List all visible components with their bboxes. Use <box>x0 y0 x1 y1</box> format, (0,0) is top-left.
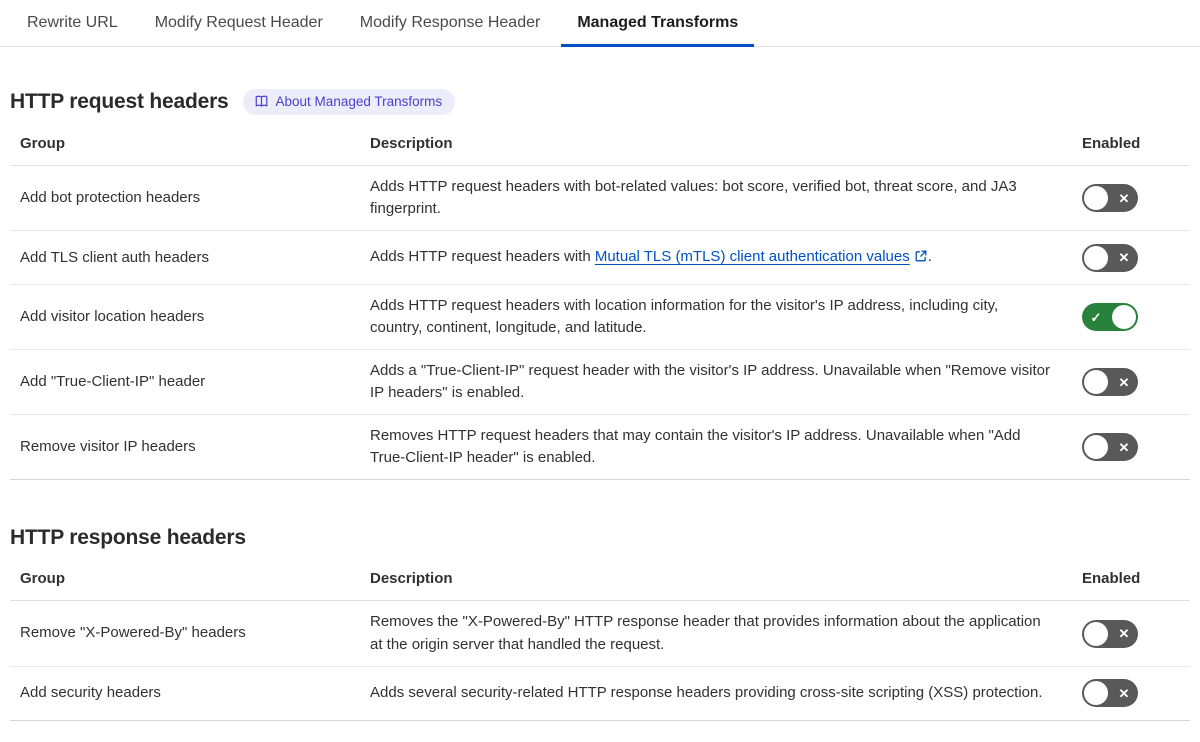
group-cell: Add TLS client auth headers <box>20 248 210 266</box>
response-headers-table <box>10 564 1190 720</box>
table-row <box>10 350 1190 415</box>
tab-managed-transforms[interactable]: Managed Transforms <box>561 0 754 47</box>
group-cell: Remove "X-Powered-By" headers <box>20 624 246 642</box>
description-cell: Adds several security-related HTTP response headers providing cross-site scripting (XSS) protection. <box>370 684 1043 702</box>
toggle-add-true-client-ip-header[interactable] <box>1082 368 1138 396</box>
description-cell: Removes HTTP request headers that may contain the visitor's IP address. Unavailable when "Add True-Client-IP header" is enabled. <box>370 427 1021 467</box>
column-header-enabled: Enabled <box>1082 570 1141 588</box>
description-text: Adds HTTP request headers with <box>370 247 595 265</box>
column-header-enabled: Enabled <box>1082 135 1141 152</box>
badge-label: About Managed Transforms <box>275 93 443 109</box>
group-cell: Remove visitor IP headers <box>20 438 196 456</box>
column-header-group: Group <box>20 135 65 152</box>
request-headers-table <box>10 129 1190 480</box>
response-headers-section <box>10 526 1190 720</box>
group-cell: Add visitor location headers <box>20 308 205 326</box>
description-cell: Removes the "X-Powered-By" HTTP response header that provides information about the application at the origin server that handled the request. <box>370 613 1041 653</box>
column-header-description: Description <box>370 570 453 588</box>
table-row <box>10 667 1190 721</box>
x-icon: ✕ <box>1118 250 1130 266</box>
table-row <box>10 415 1190 480</box>
group-cell: Add security headers <box>20 684 161 702</box>
toggle-knob <box>1084 186 1108 210</box>
x-icon: ✕ <box>1118 439 1130 455</box>
column-header-group: Group <box>20 570 65 588</box>
tab-rewrite-url[interactable]: Rewrite URL <box>27 14 118 31</box>
description-cell: Adds HTTP request headers with bot-related values: bot score, verified bot, threat score, and JA3 fingerprint. <box>370 178 1017 218</box>
table-row <box>10 166 1190 231</box>
toggle-knob <box>1112 305 1136 329</box>
column-header-description: Description <box>370 135 453 152</box>
toggle-add-tls-client-auth-headers[interactable] <box>1082 244 1138 272</box>
description-cell: Adds a "True-Client-IP" request header with the visitor's IP address. Unavailable when "Remove visitor IP headers" is enabled. <box>370 362 1050 402</box>
x-icon: ✕ <box>1118 374 1130 390</box>
group-cell: Add "True-Client-IP" header <box>20 373 206 391</box>
table-row <box>10 285 1190 350</box>
x-icon: ✕ <box>1118 626 1130 642</box>
table-header-row <box>10 564 1190 601</box>
table-row <box>10 601 1190 666</box>
tab-bar <box>0 0 1200 47</box>
toggle-knob <box>1084 622 1108 646</box>
description-cell: Adds HTTP request headers with location information for the visitor's IP address, including city, country, continent, longitude, and latitude. <box>370 297 999 337</box>
description-cell <box>370 236 1082 280</box>
toggle-remove-visitor-ip-headers[interactable] <box>1082 433 1138 461</box>
mtls-docs-link[interactable]: Mutual TLS (mTLS) client authentication values <box>594 247 910 265</box>
about-managed-transforms-badge[interactable] <box>243 89 456 115</box>
toggle-knob <box>1084 681 1108 705</box>
tab-modify-request-header[interactable]: Modify Request Header <box>154 14 323 31</box>
tab-modify-response-header[interactable]: Modify Response Header <box>359 14 541 31</box>
toggle-add-visitor-location-headers[interactable] <box>1082 303 1138 331</box>
table-row <box>10 231 1190 285</box>
toggle-add-bot-protection-headers[interactable] <box>1082 184 1138 212</box>
toggle-knob <box>1084 370 1108 394</box>
description-text: . <box>927 247 932 265</box>
external-link-icon <box>914 248 928 270</box>
request-headers-title: HTTP request headers <box>10 90 229 113</box>
response-headers-title: HTTP response headers <box>10 526 246 550</box>
request-headers-section <box>10 89 1190 480</box>
group-cell: Add bot protection headers <box>20 189 201 207</box>
book-icon <box>254 94 269 109</box>
check-icon: ✓ <box>1090 309 1102 325</box>
toggle-knob <box>1084 246 1108 270</box>
table-header-row <box>10 129 1190 166</box>
toggle-add-security-headers[interactable] <box>1082 679 1138 707</box>
managed-transforms-panel <box>0 89 1200 721</box>
toggle-knob <box>1084 435 1108 459</box>
toggle-remove-x-powered-by-headers[interactable] <box>1082 620 1138 648</box>
x-icon: ✕ <box>1118 190 1130 206</box>
x-icon: ✕ <box>1118 685 1130 701</box>
